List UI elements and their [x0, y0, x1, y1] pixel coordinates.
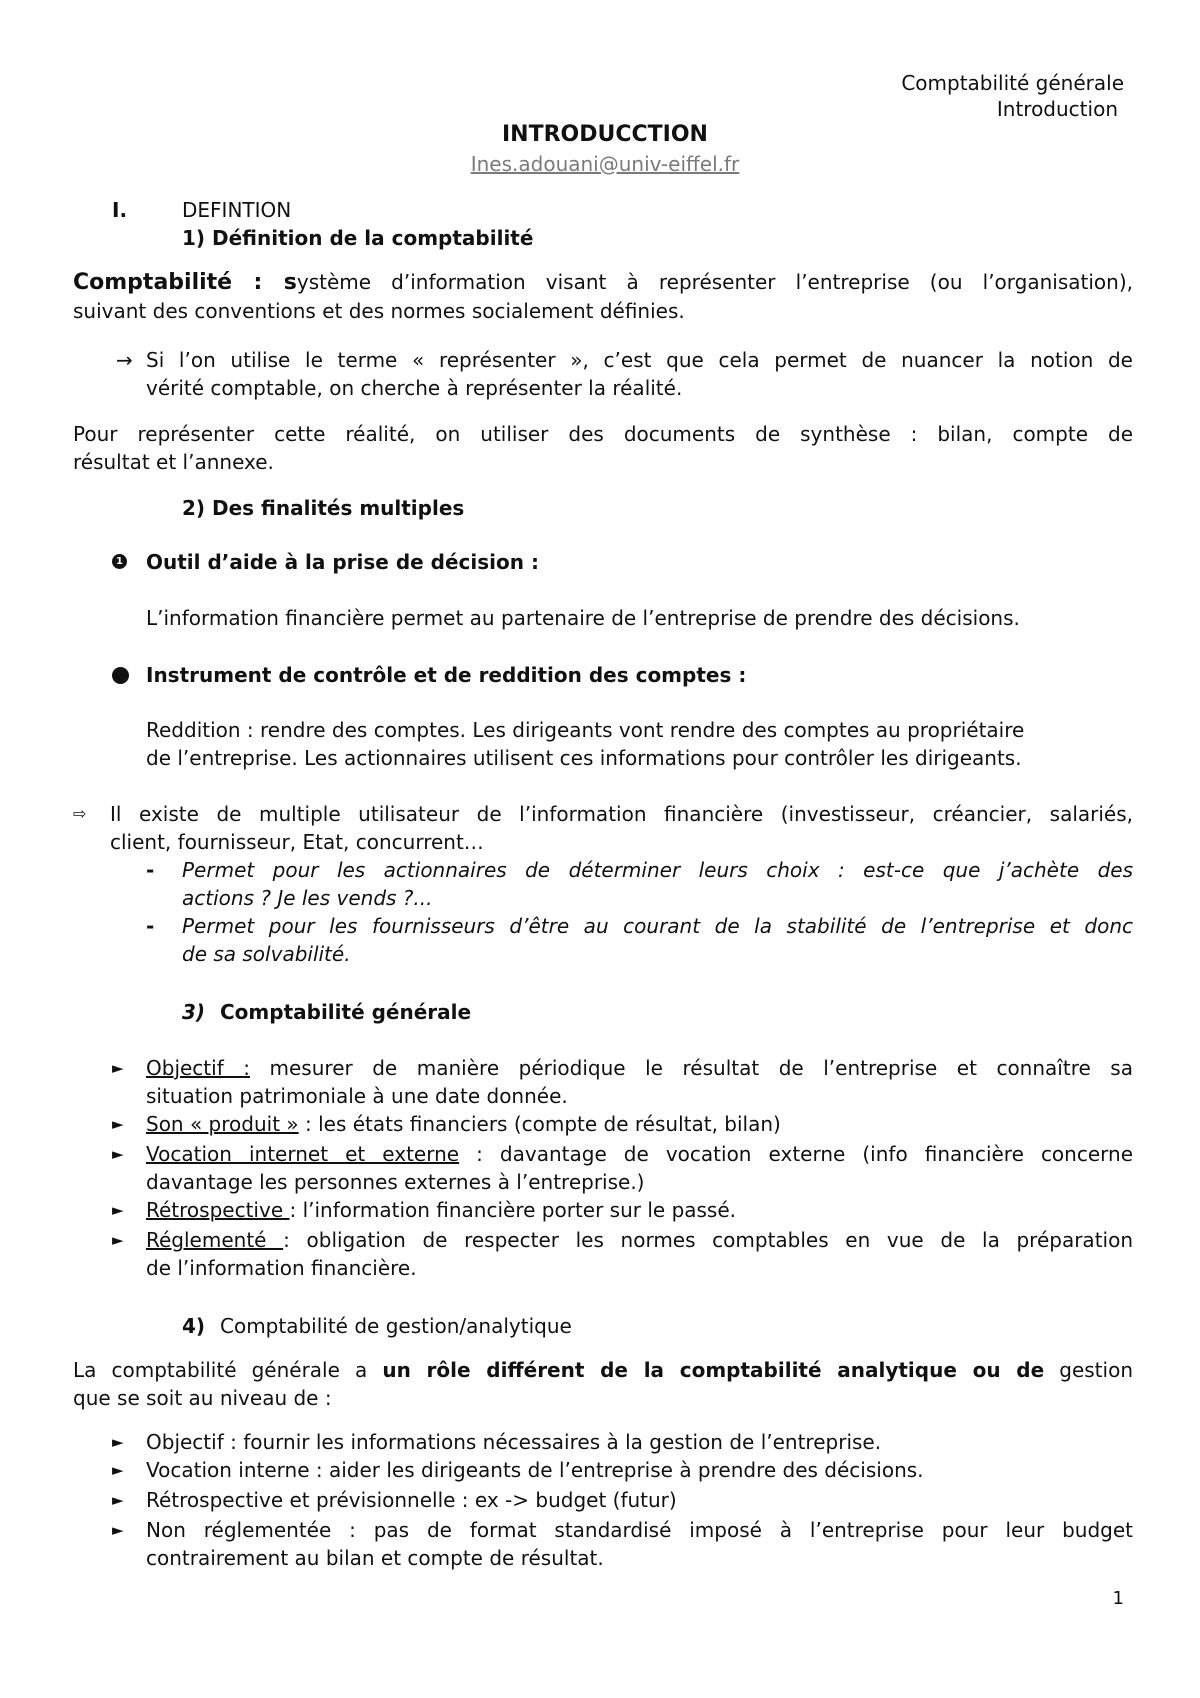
dash-icon: -: [146, 858, 155, 882]
triangle-bullet-icon: ►: [112, 1059, 124, 1077]
dash-item-suppliers: Permet pour les fournisseurs d’être au courant de la stabilité de l’entreprise et donc de sa solvabilité.: [182, 914, 1133, 966]
list-item: Rétrospective et prévisionnelle : ex -> budget (futur): [146, 1488, 677, 1512]
triangle-bullet-icon: ►: [112, 1461, 124, 1479]
list-item: Réglementé : obligation de respecter les normes comptables en vue de la préparation de l’information financière.: [146, 1228, 1133, 1280]
bullet-title-decision: Outil d’aide à la prise de décision :: [146, 550, 539, 574]
subsection-heading-2: 2) Des finalités multiples: [182, 496, 465, 520]
section-heading: DEFINTION: [182, 198, 292, 222]
email-link-wrap: [0, 152, 1200, 176]
bullet-dot-icon: [112, 667, 129, 684]
hollow-arrow-icon: ⇨: [73, 804, 87, 823]
users-note: Il existe de multiple utilisateur de l’information financière (investisseur, créancier, salariés,: [110, 802, 1133, 826]
subsection-heading-3: Comptabilité générale: [220, 1000, 472, 1024]
section-roman: I.: [112, 198, 128, 222]
subsection-heading-1: 1) Définition de la comptabilité: [182, 226, 534, 250]
bullet-text-control: Reddition : rendre des comptes. Les dirigeants vont rendre des comptes au propriétaire de l’entreprise. Les actionnaires utilisent ces informations pour contrôler les dirigeants.: [146, 718, 1025, 770]
running-subtitle: Introduction: [996, 97, 1118, 121]
running-title: Comptabilité générale: [901, 71, 1124, 95]
list-item: Non réglementée : pas de format standardisé imposé à l’entreprise pour leur budget contrairement au bilan et compte de résultat.: [146, 1518, 1133, 1570]
bullet-text-decision: L’information financière permet au partenaire de l’entreprise de prendre des décisions.: [146, 606, 1020, 630]
list-item: Vocation interne : aider les dirigeants de l’entreprise à prendre des décisions.: [146, 1458, 924, 1482]
page-title: INTRODUCCTION: [502, 122, 708, 147]
triangle-bullet-icon: ►: [112, 1521, 124, 1539]
definition-term: Comptabilité : s: [73, 270, 297, 295]
numbered-bullet-icon: 1: [112, 554, 127, 569]
triangle-bullet-icon: ►: [112, 1231, 124, 1249]
dash-item-shareholders: Permet pour les actionnaires de déterminer leurs choix : est-ce que j’achète des actions ? Je les vends ?...: [182, 858, 1133, 910]
definition-paragraph: Comptabilité : système d’information visant à représenter l’entreprise (ou l’organisation), suivant des conventions et des normes socialement définies.: [73, 270, 1133, 323]
users-note-cont: client, fournisseur, Etat, concurrent…: [110, 830, 484, 854]
email-link[interactable]: Ines.adouani@univ-eiffel.fr: [470, 152, 740, 176]
page-number: 1: [1112, 1588, 1124, 1609]
triangle-bullet-icon: ►: [112, 1201, 124, 1219]
triangle-bullet-icon: ►: [112, 1491, 124, 1509]
subsection-heading-4: Comptabilité de gestion/analytique: [220, 1314, 572, 1338]
triangle-bullet-icon: ►: [112, 1145, 124, 1163]
triangle-bullet-icon: ►: [112, 1115, 124, 1133]
arrow-paragraph: Si l’on utilise le terme « représenter », c’est que cela permet de nuancer la notion de vérité comptable, on cherche à représenter la réalité.: [146, 348, 1133, 400]
synthesis-paragraph: Pour représenter cette réalité, on utiliser des documents de synthèse : bilan, compte de résultat et l’annexe.: [73, 422, 1133, 474]
arrow-icon: →: [116, 348, 133, 372]
list-item: Rétrospective : l’information financière porter sur le passé.: [146, 1198, 737, 1222]
list-item: Objectif : fournir les informations nécessaires à la gestion de l’entreprise.: [146, 1430, 882, 1454]
list-item: Vocation internet et externe : davantage de vocation externe (info financière concerne davantage les personnes externes à l’entreprise.): [146, 1142, 1133, 1194]
subsection-number-3: 3): [182, 1000, 206, 1024]
running-header: [901, 70, 1124, 122]
management-intro: La comptabilité générale a un rôle différent de la comptabilité analytique ou de gestion que se soit au niveau de :: [73, 1358, 1133, 1410]
list-item: Son « produit » : les états financiers (compte de résultat, bilan): [146, 1112, 781, 1136]
triangle-bullet-icon: ►: [112, 1433, 124, 1451]
subsection-number-4: 4): [182, 1314, 206, 1338]
list-item: Objectif : mesurer de manière périodique le résultat de l’entreprise et connaître sa situation patrimoniale à une date donnée.: [146, 1056, 1133, 1108]
bullet-title-control: Instrument de contrôle et de reddition des comptes :: [146, 663, 747, 687]
dash-icon: -: [146, 914, 155, 938]
